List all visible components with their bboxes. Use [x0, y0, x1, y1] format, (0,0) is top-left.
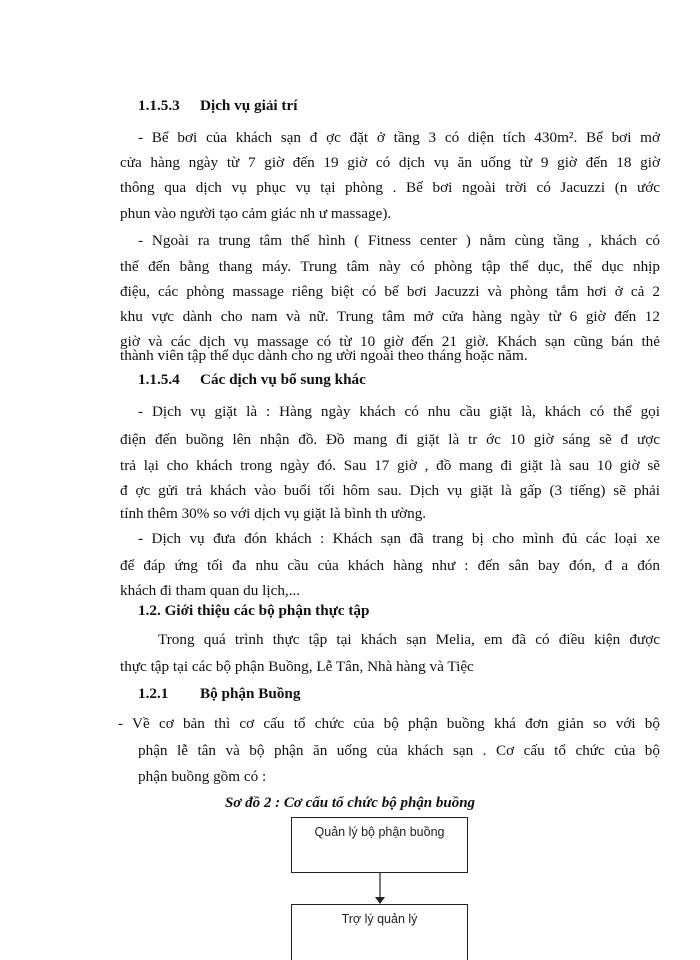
text-line: - Dịch vụ đưa đón khách : Khách sạn đã trang bị cho mình đủ các loại xe — [138, 530, 660, 547]
text-line: phun vào người tạo cảm giác nh ư massage). — [120, 205, 392, 222]
text-line: Trong quá trình thực tập tại khách sạn Melia, em đã có điều kiện được — [158, 631, 660, 648]
text-line: trả lại cho khách trong ngày đó. Sau 17 giờ , đồ mang đi giặt là sau 10 giờ sẽ — [120, 457, 660, 474]
org-box-label: Trợ lý quản lý — [341, 912, 418, 926]
text-line: giờ và các dịch vụ massage có từ 10 giờ đến 21 giờ. Khách sạn cũng bán thẻ — [120, 333, 660, 350]
text-line: khách đi tham quan du lịch,... — [120, 582, 301, 599]
text-line: phận buồng gồm có : — [138, 768, 267, 785]
text-line: điện đến buồng lên nhận đồ. Đồ mang đi giặt là tr ớc 10 giờ sáng sẽ đ ược — [120, 431, 660, 448]
org-box-label: Quản lý bộ phận buồng — [314, 825, 445, 839]
text-line: thông qua dịch vụ phục vụ tại phòng . Bể bơi ngoài trời có Jacuzzi (n ước — [120, 179, 660, 196]
text-line: - Ngoài ra trung tâm thể hình ( Fitness center ) nằm cùng tầng , khách có — [138, 232, 660, 249]
text-line: thực tập tại các bộ phận Buồng, Lễ Tân, Nhà hàng và Tiệc — [120, 658, 474, 675]
heading-1-2: 1.2. Giới thiệu các bộ phận thực tập — [138, 602, 370, 619]
heading-number: 1.1.5.3 — [138, 97, 180, 114]
text-line: - Về cơ bản thì cơ cấu tổ chức của bộ phận buồng khá đơn giản so với bộ — [118, 715, 660, 732]
org-box-housekeeping-manager — [291, 817, 468, 873]
text-line: đ ợc gửi trả khách vào buổi tối hôm sau. Dịch vụ giặt là gấp (3 tiếng) sẽ phải — [120, 482, 660, 499]
heading-1-2-1 — [138, 684, 300, 704]
heading-1-1-5-4 — [138, 370, 366, 390]
diagram-caption: Sơ đồ 2 : Cơ cấu tổ chức bộ phận buồng — [224, 795, 476, 811]
text-line: cửa hàng ngày từ 7 giờ đến 19 giờ có dịch vụ ăn uống từ 9 giờ đến 18 giờ — [120, 154, 660, 171]
connector-arrow — [370, 873, 390, 905]
heading-title: Dịch vụ giải trí — [200, 97, 298, 114]
text-line: tính thêm 30% so với dịch vụ giặt là bình th ường. — [120, 505, 427, 522]
text-line: điệu, các phòng massage riêng biệt có bể bơi Jacuzzi và phòng tắm hơi ở cả 2 — [120, 283, 660, 300]
text-line: phận lễ tân và bộ phận ăn uống của khách sạn . Cơ cấu tổ chức của bộ — [138, 742, 660, 759]
text-line: thành viên tập thể dục dành cho ng ười ngoài theo tháng hoặc năm. — [120, 347, 528, 364]
heading-title: Các dịch vụ bổ sung khác — [200, 371, 366, 388]
heading-title: Bộ phận Buồng — [200, 685, 301, 702]
heading-1-1-5-3 — [138, 96, 297, 116]
text-line: thể đến bằng thang máy. Trung tâm này có phòng tập thể dục, thể dục nhịp — [120, 258, 660, 275]
org-box-assistant-manager — [291, 904, 468, 960]
heading-number: 1.1.5.4 — [138, 371, 180, 388]
text-line: khu vực dành cho nam và nữ. Trung tâm mở cửa hàng ngày từ 6 giờ đến 12 — [120, 308, 660, 325]
text-line: - Bể bơi của khách sạn đ ợc đặt ở tầng 3 có diện tích 430m². Bể bơi mở — [138, 129, 660, 146]
heading-number: 1.2.1 — [138, 685, 169, 702]
text-line: để đáp ứng tối đa nhu cầu của khách hàng như : đến sân bay đón, đ a đón — [120, 557, 660, 574]
text-line: - Dịch vụ giặt là : Hàng ngày khách có nhu cầu giặt là, khách có thể gọi — [138, 403, 660, 420]
